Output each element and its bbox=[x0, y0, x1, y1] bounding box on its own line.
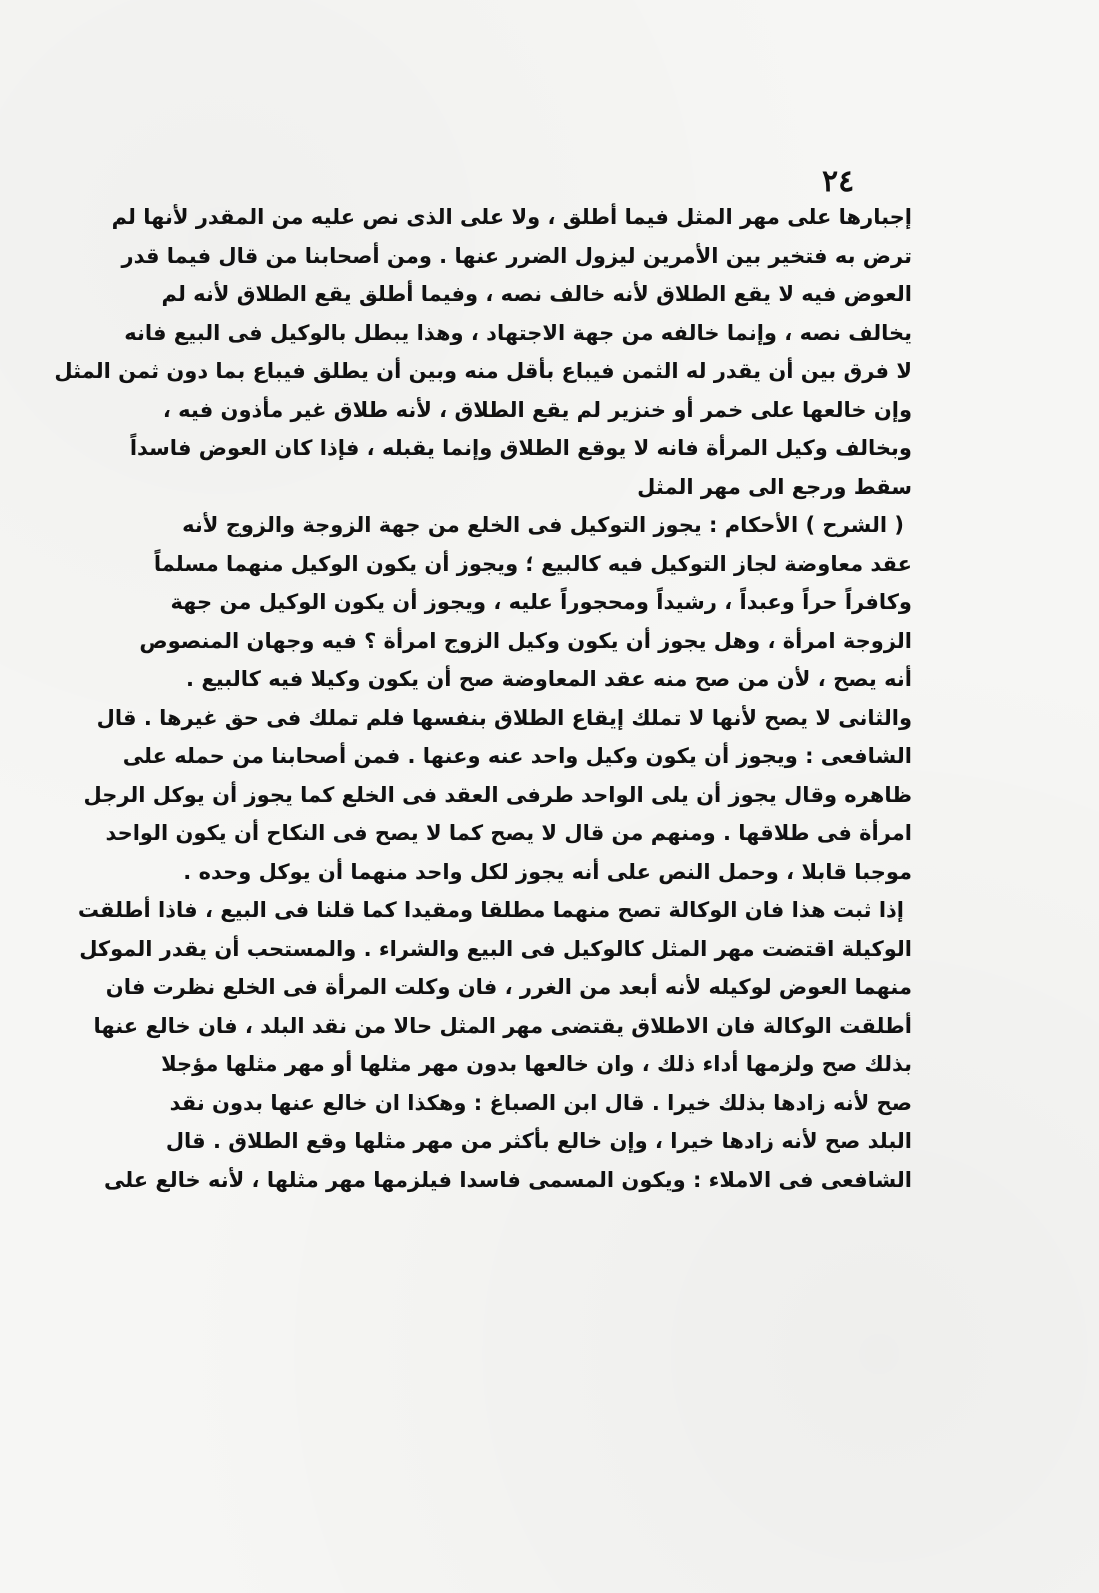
text-line: لا فرق بين أن يقدر له الثمن فيباع بأقل منه وبين أن يطلق فيباع بما دون ثمن المثل bbox=[54, 359, 912, 383]
text-line: امرأة فى طلاقها . ومنهم من قال لا يصح كما لا يصح فى النكاح أن يكون الواحد bbox=[105, 821, 912, 845]
text-line: يخالف نصه ، وإنما خالفه من جهة الاجتهاد ، وهذا يبطل بالوكيل فى البيع فانه bbox=[124, 320, 912, 345]
text-line: العوض فيه لا يقع الطلاق لأنه خالف نصه ، وفيما أطلق يقع الطلاق لأنه لم bbox=[161, 282, 912, 306]
text-line: إجبارها على مهر المثل فيما أطلق ، ولا على الذى نص عليه من المقدر لأنها لم bbox=[111, 205, 912, 229]
text-line: الشافعى : ويجوز أن يكون وكيل واحد عنه وعنها . فمن أصحابنا من حمله على bbox=[122, 744, 912, 768]
text-line: وكافراً حراً وعبداً ، رشيداً ومحجوراً عليه ، ويجوز أن يكون الوكيل من جهة bbox=[170, 590, 912, 614]
text-line: سقط ورجع الى مهر المثل bbox=[637, 474, 912, 499]
text-line: البلد صح لأنه زادها خيرا ، وإن خالع بأكثر من مهر مثلها وقع الطلاق . قال bbox=[165, 1129, 912, 1153]
text-line: منهما العوض لوكيله لأنه أبعد من الغرر ، فان وكلت المرأة فى الخلع نظرت فان bbox=[105, 975, 912, 999]
text-line: وإن خالعها على خمر أو خنزير لم يقع الطلاق ، لأنه طلاق غير مأذون فيه ، bbox=[162, 397, 912, 422]
body-text bbox=[54, 198, 912, 1199]
text-line: أنه يصح ، لأن من صح منه عقد المعاوضة صح أن يكون وكيلا فيه كالبيع . bbox=[186, 667, 912, 691]
text-line: وبخالف وكيل المرأة فانه لا يوقع الطلاق وإنما يقبله ، فإذا كان العوض فاسداً bbox=[129, 436, 912, 460]
text-line: الوكيلة اقتضت مهر المثل كالوكيل فى البيع والشراء . والمستحب أن يقدر الموكل bbox=[79, 936, 912, 961]
text-line: عقد معاوضة لجاز التوكيل فيه كالبيع ؛ ويجوز أن يكون الوكيل منهما مسلماً bbox=[153, 551, 912, 576]
text-line: صح لأنه زادها بذلك خيرا . قال ابن الصباغ : وهكذا ان خالع عنها بدون نقد bbox=[169, 1090, 912, 1115]
text-line: بذلك صح ولزمها أداء ذلك ، وان خالعها بدون مهر مثلها أو مهر مثلها مؤجلا bbox=[161, 1052, 912, 1076]
text-line: والثانى لا يصح لأنها لا تملك إيقاع الطلاق بنفسها فلم تملك فى حق غيرها . قال bbox=[96, 705, 912, 730]
text-line: إذا ثبت هذا فان الوكالة تصح منهما مطلقا ومقيدا كما قلنا فى البيع ، فاذا أطلقت bbox=[77, 898, 904, 922]
text-line: ترض به فتخير بين الأمرين ليزول الضرر عنها . ومن أصحابنا من قال فيما قدر bbox=[121, 243, 912, 268]
text-line: ( الشرح ) الأحكام : يجوز التوكيل فى الخلع من جهة الزوجة والزوج لأنه bbox=[182, 513, 904, 537]
text-line: أطلقت الوكالة فان الاطلاق يقتضى مهر المثل حالا من نقد البلد ، فان خالع عنها bbox=[93, 1013, 912, 1038]
text-line: ظاهره وقال يجوز أن يلى الواحد طرفى العقد فى الخلع كما يجوز أن يوكل الرجل bbox=[83, 782, 912, 807]
text-line: موجبا قابلا ، وحمل النص على أنه يجوز لكل واحد منهما أن يوكل وحده . bbox=[183, 859, 912, 884]
text-line: الزوجة امرأة ، وهل يجوز أن يكون وكيل الزوج امرأة ؟ فيه وجهان المنصوص bbox=[139, 628, 912, 653]
text-line: الشافعى فى الاملاء : ويكون المسمى فاسدا فيلزمها مهر مثلها ، لأنه خالع على bbox=[103, 1167, 912, 1192]
page-number: ٢٤ bbox=[822, 164, 855, 199]
